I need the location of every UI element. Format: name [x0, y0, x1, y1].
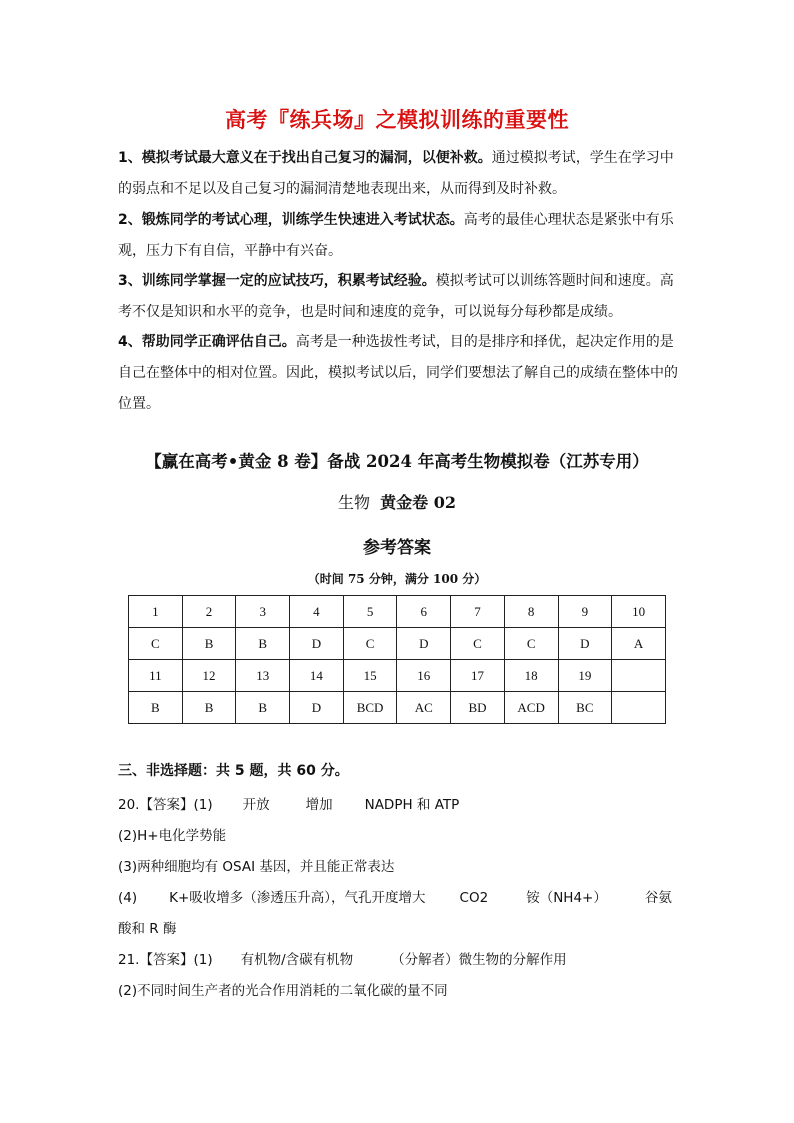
answer-table-cell: ACD [504, 692, 558, 724]
answer-table-cell: 17 [451, 660, 505, 692]
q21-line2: (2)不同时间生产者的光合作用消耗的二氧化碳的量不同 [118, 983, 448, 999]
answer-table-cell: D [290, 628, 344, 660]
q20-line4-d: 谷氨 [644, 890, 672, 906]
q20-prefix: 20.【答案】(1) [118, 797, 213, 813]
exam-subject: 生物 [337, 493, 370, 512]
answer-table-cell: 2 [182, 596, 236, 628]
intro-item-1-bold: 1、模拟考试最大意义在于找出自己复习的漏洞，以便补救。 [118, 150, 492, 166]
answer-table-cell: BCD [343, 692, 397, 724]
answer-table-cell: BD [451, 692, 505, 724]
q20-line5: 酸和 R 酶 [118, 921, 177, 937]
intro-item-3-text: 模拟考试可以训练答题时间和速度。高考不仅是知识和水平的竞争，也是时间和速度的竞争，可以说每分每秒都是成绩。 [118, 273, 674, 320]
answer-table-cell: 4 [290, 596, 344, 628]
q20-line3: (3)两种细胞均有 OSAI 基因，并且能正常表达 [118, 859, 395, 875]
q21-prefix: 21.【答案】(1) [118, 952, 213, 968]
intro-item-3 [118, 266, 684, 328]
q20-line1 [118, 793, 684, 813]
answer-table-cell: A [612, 628, 666, 660]
answer-table-cell: B [182, 628, 236, 660]
intro-item-3-bold: 3、训练同学掌握一定的应试技巧，积累考试经验。 [118, 273, 436, 289]
answer-table-cell: B [129, 692, 183, 724]
answer-table-cell: D [397, 628, 451, 660]
q20-line2: (2)H+电化学势能 [118, 828, 227, 844]
q21-answer-2: （分解者）微生物的分解作用 [391, 952, 567, 968]
intro-item-4-text: 高考是一种选拔性考试，目的是排序和择优，起决定作用的是自己在整体中的相对位置。因此，模拟考试以后，同学们要想法了解自己的成绩在整体中的位置。 [118, 334, 678, 412]
answer-heading: 参考答案 [363, 538, 431, 558]
answer-table-cell: 18 [504, 660, 558, 692]
answer-table-cell: B [236, 628, 290, 660]
q20-line4 [118, 886, 684, 906]
time-note: （时间 75 分钟，满分 100 分） [307, 572, 487, 586]
answer-table-cell: 14 [290, 660, 344, 692]
answer-table-cell: 13 [236, 660, 290, 692]
q21-line1 [118, 948, 684, 968]
answer-table-cell: 16 [397, 660, 451, 692]
q20-answer-1: 开放 [242, 797, 270, 813]
answer-table-cell: 8 [504, 596, 558, 628]
answer-table-cell: AC [397, 692, 451, 724]
answer-table-cell: 19 [558, 660, 612, 692]
answer-table-cell: C [343, 628, 397, 660]
answer-table-cell: B [236, 692, 290, 724]
q20-line4-a: K+吸收增多（渗透压升高），气孔开度增大 [169, 890, 426, 906]
answer-table-cell: 12 [182, 660, 236, 692]
intro-item-1-text: 通过模拟考试，学生在学习中的弱点和不足以及自己复习的漏洞清楚地表现出来，从而得到及时补救。 [118, 150, 674, 197]
answer-table-cell: 5 [343, 596, 397, 628]
answer-table-cell: 9 [558, 596, 612, 628]
intro-item-4 [118, 327, 684, 420]
answer-table [128, 595, 666, 724]
answer-table-cell [612, 692, 666, 724]
exam-paper: 黄金卷 02 [380, 493, 457, 512]
answer-table-cell [612, 660, 666, 692]
intro-item-1 [118, 143, 684, 205]
answer-table-cell: D [290, 692, 344, 724]
q20-line4-c: 铵（NH4+） [526, 890, 607, 906]
intro-item-2 [118, 205, 684, 267]
intro-item-2-bold: 2、锻炼同学的考试心理，训练学生快速进入考试状态。 [118, 212, 464, 228]
answer-table-cell: 3 [236, 596, 290, 628]
answer-table-cell: C [129, 628, 183, 660]
answer-table-cell: 10 [612, 596, 666, 628]
answer-table-cell: C [504, 628, 558, 660]
answer-table-cell: 11 [129, 660, 183, 692]
answer-table-cell: 6 [397, 596, 451, 628]
answer-table-cell: B [182, 692, 236, 724]
intro-item-4-bold: 4、帮助同学正确评估自己。 [118, 334, 296, 350]
answer-table-cell: BC [558, 692, 612, 724]
answer-table-cell: 7 [451, 596, 505, 628]
answer-table-cell: 1 [129, 596, 183, 628]
exam-title: 【赢在高考•黄金 8 卷】备战 2024 年高考生物模拟卷（江苏专用） [145, 452, 649, 471]
answer-table-cell: C [451, 628, 505, 660]
q20-answer-2: 增加 [305, 797, 333, 813]
intro-item-2-text: 高考的最佳心理状态是紧张中有乐观，压力下有自信，平静中有兴奋。 [118, 212, 674, 259]
q20-answer-3: NADPH 和 ATP [364, 797, 460, 813]
q20-line4-b: CO2 [459, 890, 489, 906]
q20-line4-num: (4) [118, 890, 138, 906]
answer-table-row [129, 596, 666, 628]
answer-table-row [129, 692, 666, 724]
exam-subtitle [0, 490, 794, 513]
intro-title: 高考『练兵场』之模拟训练的重要性 [225, 108, 569, 132]
answer-table-row [129, 660, 666, 692]
answer-table-row [129, 628, 666, 660]
q21-answer-1: 有机物/含碳有机物 [240, 952, 354, 968]
section-heading: 三、非选择题：共 5 题，共 60 分。 [118, 763, 349, 779]
answer-table-cell: D [558, 628, 612, 660]
answer-table-cell: 15 [343, 660, 397, 692]
